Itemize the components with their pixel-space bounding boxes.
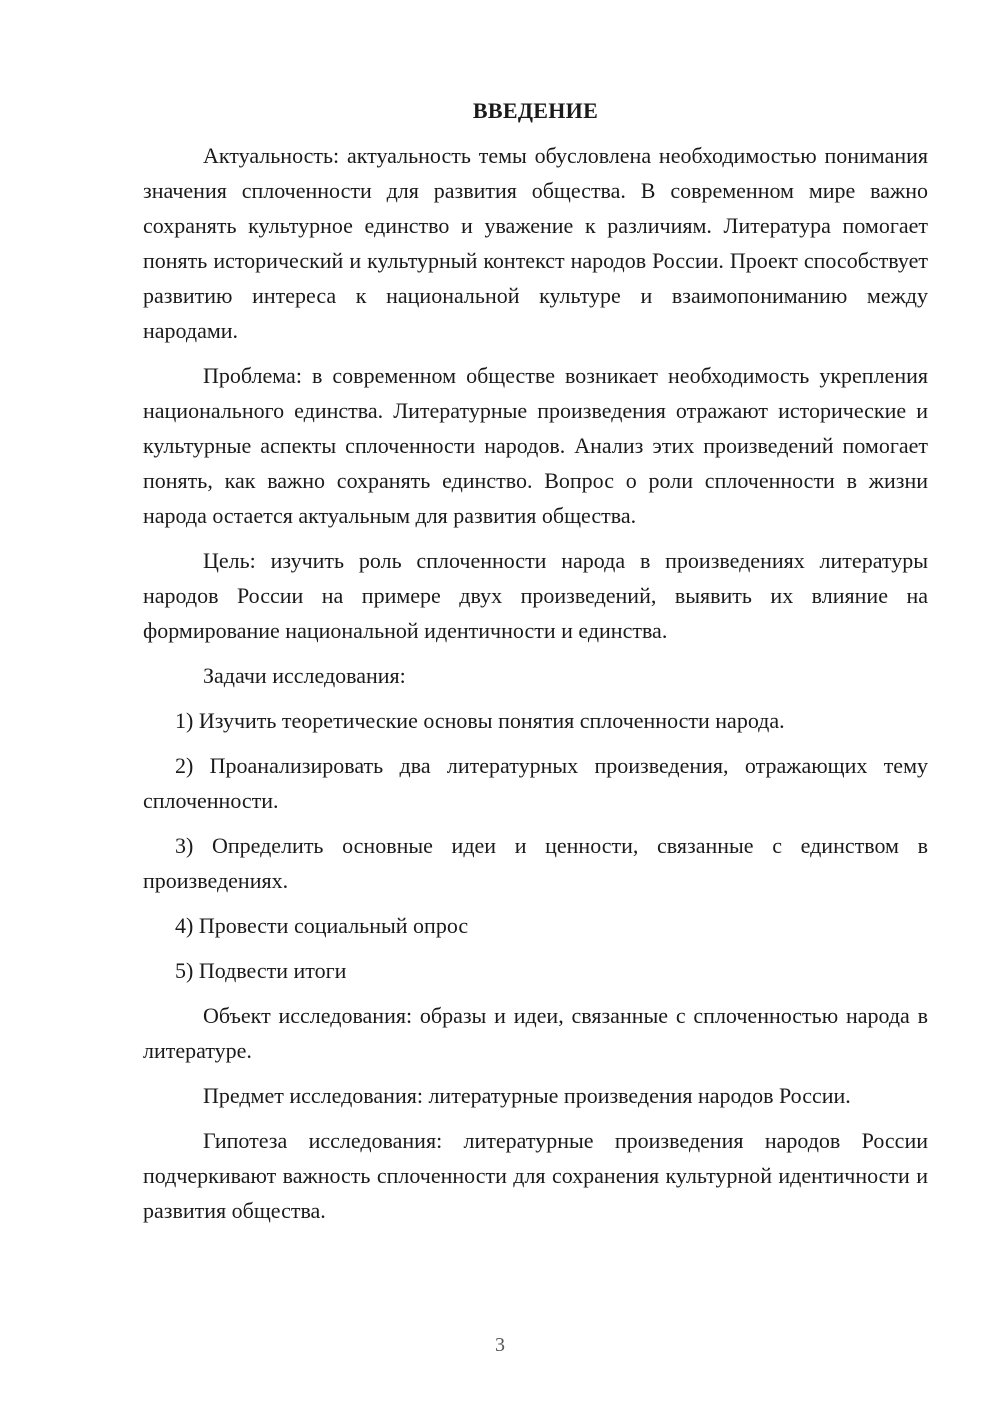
object-paragraph: Объект исследования: образы и идеи, связанные с сплоченностью народа в литературе. bbox=[143, 1003, 928, 1063]
page-number: 3 bbox=[495, 1334, 505, 1356]
section-title: ВВЕДЕНИЕ bbox=[472, 98, 599, 123]
task-item: 5) Подвести итоги bbox=[175, 958, 347, 983]
task-item: 4) Провести социальный опрос bbox=[175, 913, 469, 938]
task-item: 3) Определить основные идеи и ценности, связанные с единством в произведениях. bbox=[143, 833, 928, 893]
hypothesis-paragraph: Гипотеза исследования: литературные произведения народов России подчеркивают важность сплоченности для сохранения культурной идентичности и развития общества. bbox=[143, 1128, 928, 1223]
task-item: 1) Изучить теоретические основы понятия сплоченности народа. bbox=[175, 708, 785, 733]
relevance-paragraph: Актуальность: актуальность темы обусловлена необходимостью понимания значения сплоченности для развития общества. В современном мире важно сохранять культурное единство и уважение к различиям. Литература помогает понять исторический и культурный контекст народов России. Проект способствует развитию интереса к национальной культуре и взаимопониманию между народами. bbox=[143, 143, 928, 343]
goal-paragraph: Цель: изучить роль сплоченности народа в произведениях литературы народов России на примере двух произведений, выявить их влияние на формирование национальной идентичности и единства. bbox=[143, 548, 928, 643]
document-page bbox=[143, 96, 928, 1238]
task-item: 2) Проанализировать два литературных произведения, отражающих тему сплоченности. bbox=[143, 753, 928, 813]
problem-paragraph: Проблема: в современном обществе возникает необходимость укрепления национального единства. Литературные произведения отражают исторические и культурные аспекты сплоченности народов. Анализ этих произведений помогает понять, как важно сохранять единство. Вопрос о роли сплоченности в жизни народа остается актуальным для развития общества. bbox=[143, 363, 928, 528]
tasks-heading: Задачи исследования: bbox=[203, 663, 406, 688]
subject-paragraph: Предмет исследования: литературные произведения народов России. bbox=[203, 1083, 851, 1108]
